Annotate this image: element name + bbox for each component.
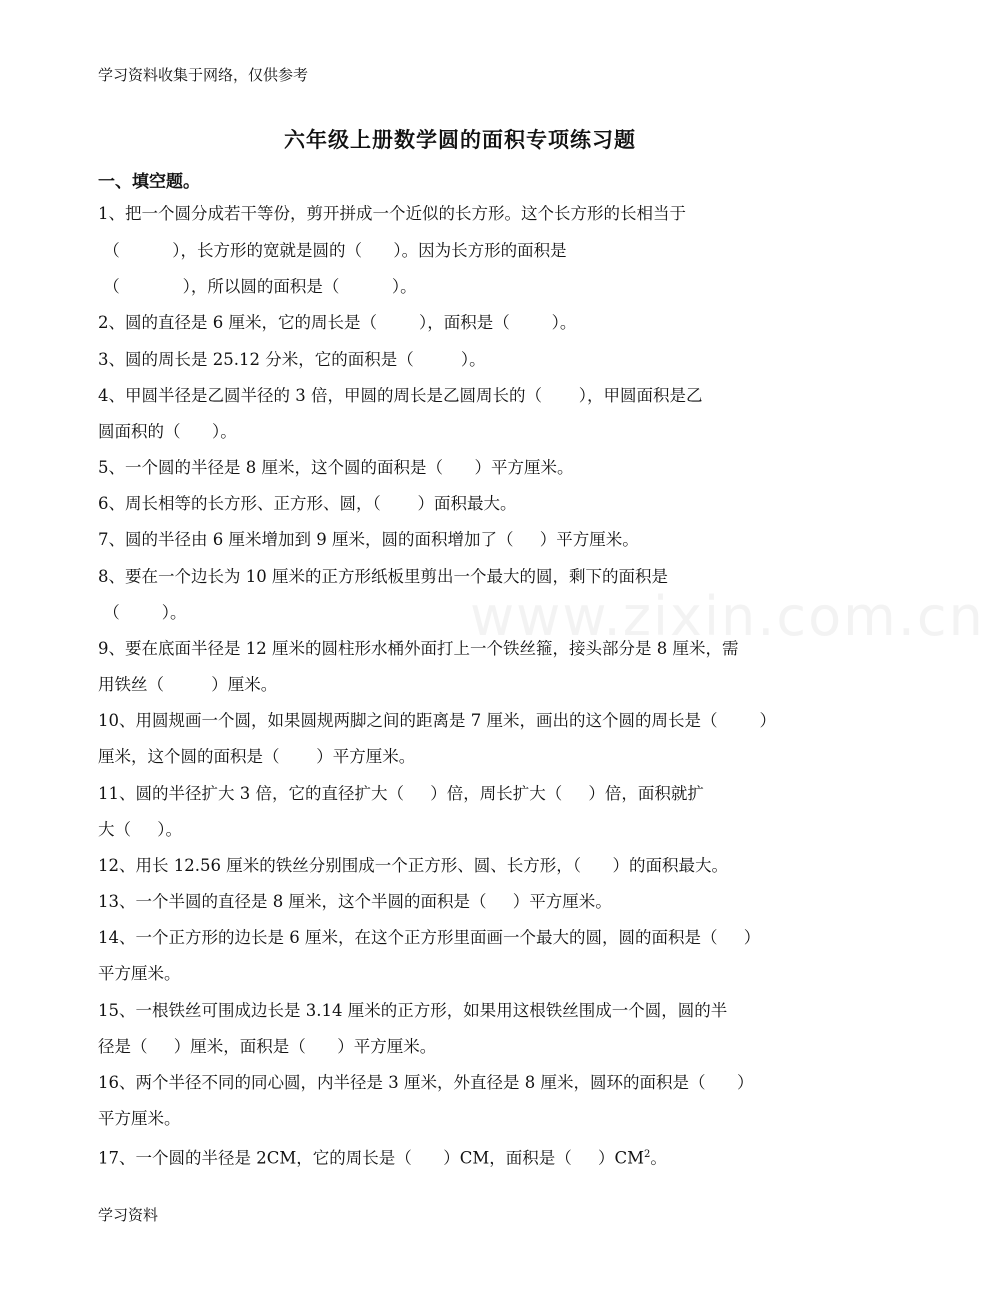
question-line: 16、两个半径不同的同心圆，内半径是 3 厘米，外直径是 8 厘米，圆环的面积是（ ） — [98, 1073, 754, 1092]
question-line: 4、甲圆半径是乙圆半径的 3 倍，甲圆的周长是乙圆周长的（ ），甲圆面积是乙 — [98, 386, 703, 405]
question-line: （ ），所以圆的面积是（ ）。 — [98, 277, 417, 296]
question-line: 11、圆的半径扩大 3 倍，它的直径扩大（ ）倍，周长扩大（ ）倍，面积就扩 — [98, 784, 704, 803]
question-line: 15、一根铁丝可围成边长是 3.14 厘米的正方形，如果用这根铁丝围成一个圆，圆的半 — [98, 1001, 728, 1020]
question-line: 14、一个正方形的边长是 6 厘米，在这个正方形里面画一个最大的圆，圆的面积是（ ） — [98, 928, 761, 947]
q17-text: 17、一个圆的半径是 2CM，它的周长是（ ）CM，面积是（ ）CM — [98, 1148, 644, 1168]
question-line: 大（ ）。 — [98, 820, 182, 839]
section-heading: 一、填空题。 — [98, 172, 200, 192]
question-line-17 — [98, 1144, 667, 1170]
question-line: 径是（ ）厘米，面积是（ ）平方厘米。 — [98, 1037, 437, 1056]
question-line: 13、一个半圆的直径是 8 厘米，这个半圆的面积是（ ）平方厘米。 — [98, 892, 612, 911]
question-line: 2、圆的直径是 6 厘米，它的周长是（ ），面积是（ ）。 — [98, 313, 577, 332]
footer-note: 学习资料 — [98, 1206, 159, 1224]
question-line: （ ）。 — [98, 603, 187, 622]
question-line: 圆面积的（ ）。 — [98, 422, 237, 441]
q17-superscript: 2 — [644, 1149, 651, 1160]
page-title: 六年级上册数学圆的面积专项练习题 — [284, 127, 636, 152]
question-line: 厘米，这个圆的面积是（ ）平方厘米。 — [98, 747, 416, 766]
watermark: www.zixin.com.cn — [470, 585, 985, 648]
question-line: 1、把一个圆分成若干等份，剪开拼成一个近似的长方形。这个长方形的长相当于 — [98, 204, 686, 223]
question-line: 12、用长 12.56 厘米的铁丝分别围成一个正方形、圆、长方形，（ ）的面积最大。 — [98, 856, 728, 875]
question-line: 平方厘米。 — [98, 964, 181, 983]
header-note: 学习资料收集于网络，仅供参考 — [98, 66, 309, 84]
question-line: 3、圆的周长是 25.12 分米，它的面积是（ ）。 — [98, 350, 486, 369]
q17-end: 。 — [650, 1148, 667, 1168]
question-line: 5、一个圆的半径是 8 厘米，这个圆的面积是（ ）平方厘米。 — [98, 458, 574, 477]
question-line: 平方厘米。 — [98, 1109, 181, 1128]
question-line: 7、圆的半径由 6 厘米增加到 9 厘米，圆的面积增加了（ ）平方厘米。 — [98, 530, 639, 549]
question-line: 9、要在底面半径是 12 厘米的圆柱形水桶外面打上一个铁丝箍，接头部分是 8 厘米，需 — [98, 639, 739, 658]
question-line: 8、要在一个边长为 10 厘米的正方形纸板里剪出一个最大的圆，剩下的面积是 — [98, 567, 668, 586]
question-line: 6、周长相等的长方形、正方形、圆，（ ）面积最大。 — [98, 494, 517, 513]
question-line: 用铁丝（ ）厘米。 — [98, 675, 278, 694]
question-line: 10、用圆规画一个圆，如果圆规两脚之间的距离是 7 厘米，画出的这个圆的周长是（ ） — [98, 711, 776, 730]
question-line: （ ），长方形的宽就是圆的（ ）。因为长方形的面积是 — [98, 241, 567, 260]
